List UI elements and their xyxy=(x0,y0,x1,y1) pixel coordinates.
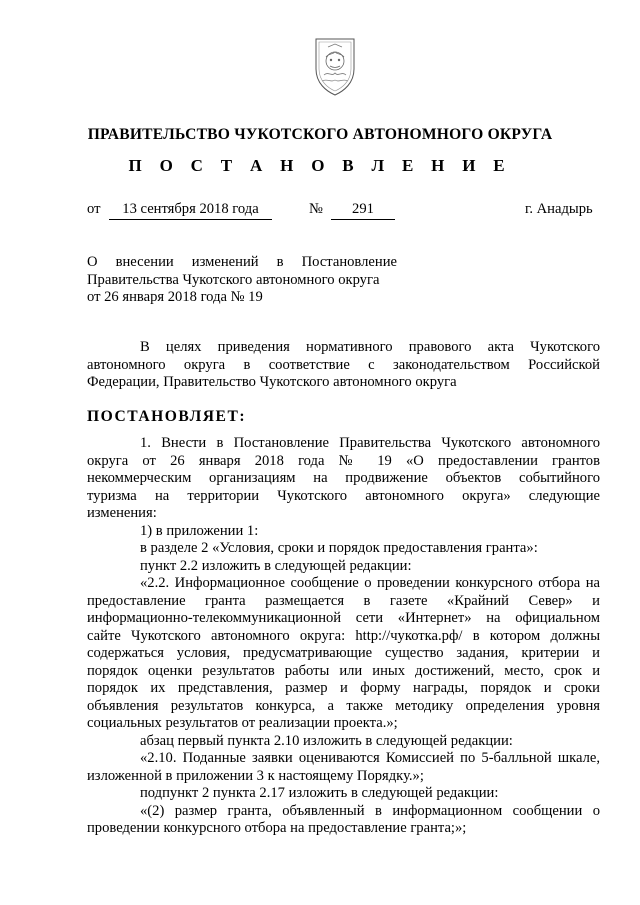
body-line: социальных результатов от реализации проекта.»; xyxy=(87,715,398,731)
body-line: информационно-телекоммуникационной сети «Интернет» на официальном xyxy=(87,610,600,626)
date-number-line xyxy=(87,201,597,221)
document-type-title: П О С Т А Н О В Л Е Н И Е xyxy=(128,156,512,175)
body-line: «(2) размер гранта, объявленный в информационном сообщении о xyxy=(140,802,600,819)
body-line: проведении конкурсного отбора на предоставление гранта;»; xyxy=(87,820,467,836)
city: г. Анадырь xyxy=(525,201,593,217)
subject-line: Правительства Чукотского автономного округа xyxy=(87,271,380,288)
body-line: содержаться условия, предусматривающие существо задания, критерии и xyxy=(87,645,600,661)
body-line: абзац первый пункта 2.10 изложить в следующей редакции: xyxy=(140,732,513,749)
body-line: предоставление гранта размещается в газете «Крайний Север» и xyxy=(87,592,600,609)
body-line: некоммерческим организациям на продвижение объектов событийного xyxy=(87,470,600,486)
preamble xyxy=(87,339,600,392)
body-line: 1. Внести в Постановление Правительства Чукотского автономного xyxy=(140,435,600,451)
body-line: 1) в приложении 1: xyxy=(140,522,259,539)
body-line: порядок их представления, размер и форму награды, порядок и сроки xyxy=(87,680,600,696)
decree-body xyxy=(87,435,600,838)
subject-line: от 26 января 2018 года № 19 xyxy=(87,289,263,305)
body-line: «2.10. Поданные заявки оцениваются Комиссией по 5-балльной шкале, xyxy=(140,750,600,766)
preamble-line: Федерации, Правительство Чукотского автономного округа xyxy=(87,374,457,390)
body-line: подпункт 2 пункта 2.17 изложить в следующей редакции: xyxy=(140,785,499,801)
body-line: в разделе 2 «Условия, сроки и порядок предоставления гранта»: xyxy=(140,540,538,556)
subject-line: О внесении изменений в Постановление xyxy=(87,254,397,270)
body-line: туризма на территории Чукотского автономного округа» следующие xyxy=(87,487,600,504)
body-line: изложенной в приложении 3 к настоящему Порядку.»; xyxy=(87,767,424,784)
preamble-line: автономного округа в соответствие с законодательством Российской xyxy=(87,356,600,373)
number-sign: № xyxy=(309,201,323,217)
coat-of-arms-emblem xyxy=(310,35,360,97)
body-line: «2.2. Информационное сообщение о проведении конкурсного отбора на xyxy=(140,575,600,591)
decree-date: 13 сентября 2018 года xyxy=(109,201,272,220)
body-line: объявления результатов конкурса, а также методику определения уровня xyxy=(87,697,600,714)
decree-number: 291 xyxy=(331,201,395,220)
government-title: ПРАВИТЕЛЬСТВО ЧУКОТСКОГО АВТОНОМНОГО ОКРУГА xyxy=(87,126,553,143)
body-line: изменения: xyxy=(87,505,157,521)
resolve-heading: ПОСТАНОВЛЯЕТ: xyxy=(87,408,247,425)
body-line: сайте Чукотского автономного округа: http://чукотка.рф/ в котором должны xyxy=(87,627,600,644)
preamble-line: В целях приведения нормативного правового акта Чукотского xyxy=(140,339,600,355)
decree-subject xyxy=(87,254,397,307)
date-prefix: от xyxy=(87,201,101,217)
body-line: округа от 26 января 2018 года № 19 «О предоставлении грантов xyxy=(87,452,600,469)
body-line: порядок оценки результатов работы или иных достижений, место, срок и xyxy=(87,662,600,679)
body-line: пункт 2.2 изложить в следующей редакции: xyxy=(140,557,412,574)
